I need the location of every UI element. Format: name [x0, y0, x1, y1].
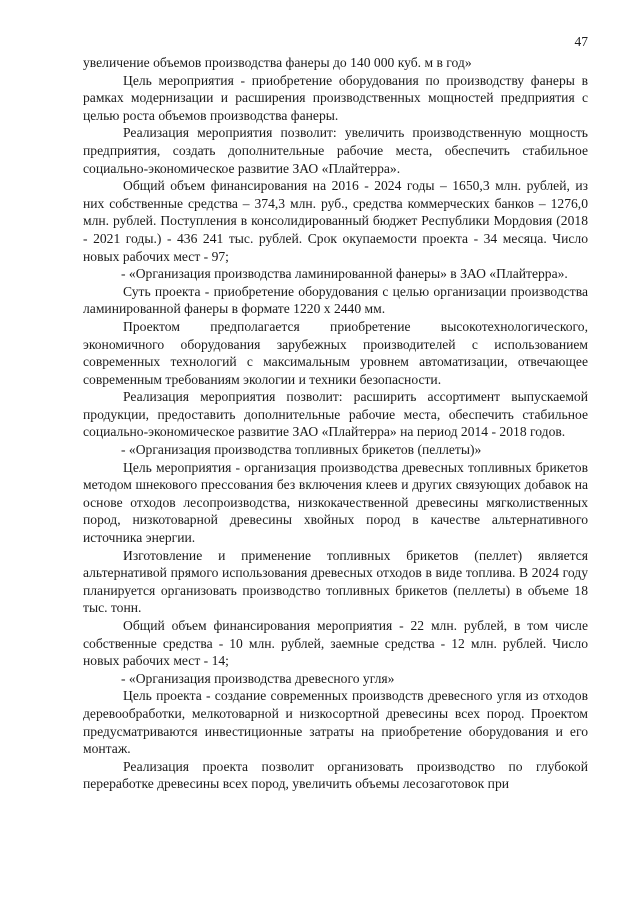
paragraph: - «Организация производства древесного угля»: [121, 670, 395, 686]
paragraph: увеличение объемов производства фанеры до 140 000 куб. м в год»: [83, 55, 472, 70]
paragraph: Общий объем финансирования на 2016 - 2024 годы – 1650,3 млн. рублей, из них собственные средства – 374,3 млн. руб., средства коммерческих банков – 1276,0 млн. рублей. Поступления в консолидированный бюджет Республики Мордовия (2018 - 2021 годы.) - 436 241 тыс. рублей. Срок окупаемости проекта - 34 месяца. Число новых рабочих мест - 97;: [83, 178, 588, 264]
paragraph: Реализация проекта позволит организовать производство по глубокой переработке древесины всех пород, увеличить объемы лесозаготовок при: [83, 758, 588, 792]
page-number: 47: [574, 34, 588, 49]
paragraph: - «Организация производства топливных брикетов (пеллеты)»: [121, 442, 482, 458]
paragraph: Цель проекта - создание современных производств древесного угля из отходов деревообработки, мелкотоварной и низкосортной древесины всех пород. Проектом предусматриваются инвестиционные затраты на приобретение оборудования и его монтаж.: [83, 688, 588, 757]
paragraph: Общий объем финансирования мероприятия - 22 млн. рублей, в том числе собственные средства - 10 млн. рублей, заемные средства - 12 млн. рублей. Число новых рабочих мест - 14;: [83, 618, 588, 669]
paragraph: Реализация мероприятия позволит: расширить ассортимент выпускаемой продукции, предоставить дополнительные рабочие места, обеспечить стабильное социально-экономическое развитие ЗАО «Плайтерра» на период 2014 - 2018 годов.: [83, 389, 588, 440]
paragraph: Проектом предполагается приобретение высокотехнологического, экономичного оборудования зарубежных производителей с использованием современных технологий с максимальным уровнем автоматизации, отвечающее современным требованиям экологии и техники безопасности.: [83, 318, 588, 387]
body-text: [83, 54, 588, 793]
paragraph: Цель мероприятия - организация производства древесных топливных брикетов методом шнекового прессования без включения клеев и других связующих добавок на основе отходов лесопроизводства, низкокачественной древесины мягколиственных пород, низкотоварной древесины хвойных пород в качестве альтернативного источника энергии.: [83, 459, 588, 546]
paragraph: Реализация мероприятия позволит: увеличить производственную мощность предприятия, создать дополнительные рабочие места, обеспечить стабильное социально-экономическое развитие ЗАО «Плайтерра».: [83, 125, 588, 176]
paragraph: Цель мероприятия - приобретение оборудования по производству фанеры в рамках модернизации и расширения производственных мощностей предприятия с целью роста объемов производства фанеры.: [83, 72, 588, 123]
paragraph: Суть проекта - приобретение оборудования с целью организации производства ламинированной фанеры в формате 1220 х 2440 мм.: [83, 283, 588, 317]
paragraph: Изготовление и применение топливных брикетов (пеллет) является альтернативой прямого использования древесных отходов в виде топлива. В 2024 году планируется организовать производство топливных брикетов (пеллеты) в объеме 18 тыс. тонн.: [83, 547, 588, 616]
paragraph: - «Организация производства ламинированной фанеры» в ЗАО «Плайтерра».: [121, 266, 568, 282]
